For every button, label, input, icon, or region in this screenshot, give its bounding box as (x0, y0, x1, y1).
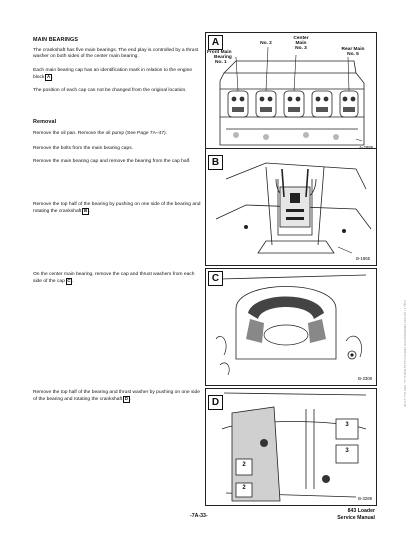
page-number: -7A-33- (190, 513, 208, 519)
figure-c-code: B-3308 (358, 376, 372, 381)
section-title: MAIN BEARINGS (33, 37, 79, 43)
step-thrust-washer-text: Remove the top half of the bearing and thrust washer by pushing on one side of the bearing and rotating the crankshaft (33, 390, 200, 403)
paragraph-position: The position of each cap can not be changed from the original location. (33, 88, 187, 93)
figure-c-thrust-washer-drawing (206, 269, 376, 385)
step-remove-top-half: Remove the top half of the bearing by pushing on one side of the bearing and rotating the crankshaft B . (33, 202, 201, 215)
label-front-no1: No. 1 (215, 60, 227, 65)
step-remove-top-half-text: Remove the top half of the bearing by pushing on one side of the bearing and rotating the crankshaft (33, 202, 201, 215)
paragraph-end-play: The crankshaft has five main bearings. The end play is controlled by a thrust washer on both sides of the center main bearing. (33, 48, 199, 60)
figure-d-letter: D (208, 395, 223, 410)
label-no3: No. 3 (295, 46, 307, 51)
label-rear-no5: No. 5 (347, 52, 359, 57)
footer-manual: Service Manual (337, 515, 375, 521)
step-remove-bolts: Remove the bolts from the main bearing caps. (33, 146, 134, 151)
step-center-bearing-text: On the center main bearing, remove the cap and thrust washers from each side of the cap (33, 272, 195, 285)
label-no2: No. 2 (260, 41, 272, 46)
side-print-note: Copy 2 / AD-5/24 SMA85SERVICE 1989 Printed by Bobcat Co. 1987 Rev 1-5-90 (403, 300, 406, 408)
paragraph-identification-text: Each main bearing cap has an identification mark in relation to the engine block (33, 68, 193, 81)
figure-d-code: B-3289 (358, 496, 372, 501)
label-d-3a: 3 (345, 422, 349, 428)
label-d-3b: 3 (345, 448, 349, 454)
figure-c-letter: C (208, 271, 223, 286)
figure-d (205, 388, 377, 506)
figure-a-letter: A (208, 35, 223, 50)
label-front-main: Front Main (207, 50, 232, 55)
paragraph-identification: Each main bearing cap has an identification mark in relation to the engine block A . (33, 68, 193, 81)
step-thrust-washer: Remove the top half of the bearing and thrust washer by pushing on one side of the bearing and rotating the crankshaft D . (33, 390, 200, 403)
step-remove-oil-pan: Remove the oil pan. Remove the oil pump (See Page 7A–47). (33, 131, 168, 136)
footer-model: 843 Loader (347, 508, 375, 514)
removal-title: Removal (33, 119, 57, 125)
label-rear-main: Rear Main (341, 47, 365, 52)
label-front-bearing: Bearing (214, 55, 232, 60)
figure-ref-d: D (124, 396, 128, 402)
label-center: Center (293, 36, 309, 41)
step-remove-cap: Remove the main bearing cap and remove the bearing from the cap half. (33, 159, 191, 164)
step-center-bearing: On the center main bearing, remove the cap and thrust washers from each side of the cap C . (33, 272, 195, 285)
figure-ref-b: B (83, 208, 88, 214)
figure-ref-a: A (47, 74, 51, 80)
figure-b (205, 148, 377, 266)
figure-b-letter: B (208, 155, 223, 170)
figure-d-crankshaft-drawing (206, 389, 376, 505)
figure-ref-c: C (67, 278, 71, 284)
label-d-2a: 2 (242, 462, 246, 468)
figure-b-code: B-1865 (356, 256, 370, 261)
label-main: Main (295, 41, 307, 46)
figure-a (205, 32, 377, 154)
figure-b-bearing-drawing (206, 149, 376, 265)
label-d-2b: 2 (242, 485, 246, 491)
figure-c (205, 268, 377, 386)
